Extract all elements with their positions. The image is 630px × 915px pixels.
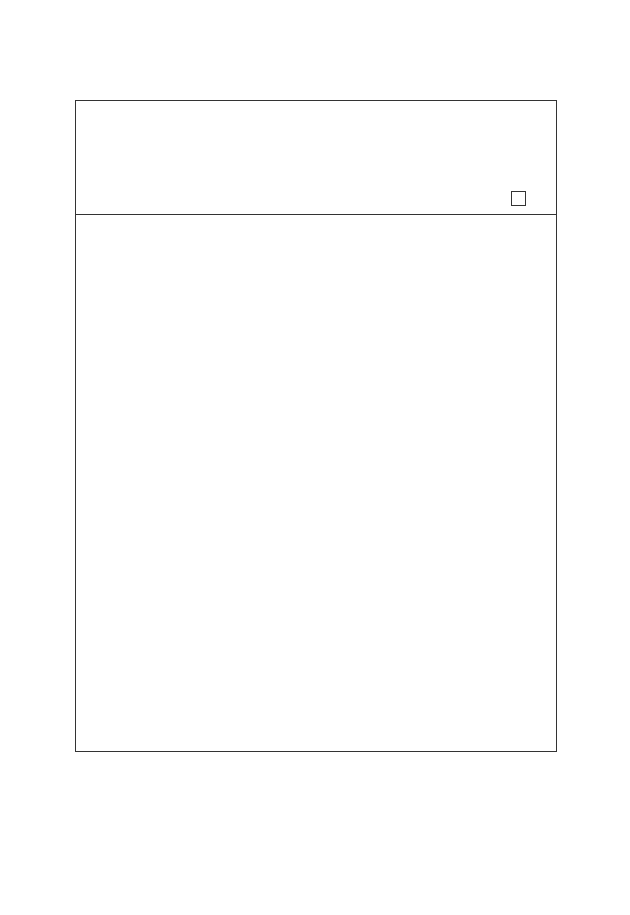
seal-mark bbox=[511, 191, 526, 206]
hearing-record-form bbox=[75, 100, 557, 752]
date-line bbox=[444, 143, 503, 157]
form-header bbox=[76, 101, 556, 215]
chair-position-line bbox=[336, 169, 346, 183]
